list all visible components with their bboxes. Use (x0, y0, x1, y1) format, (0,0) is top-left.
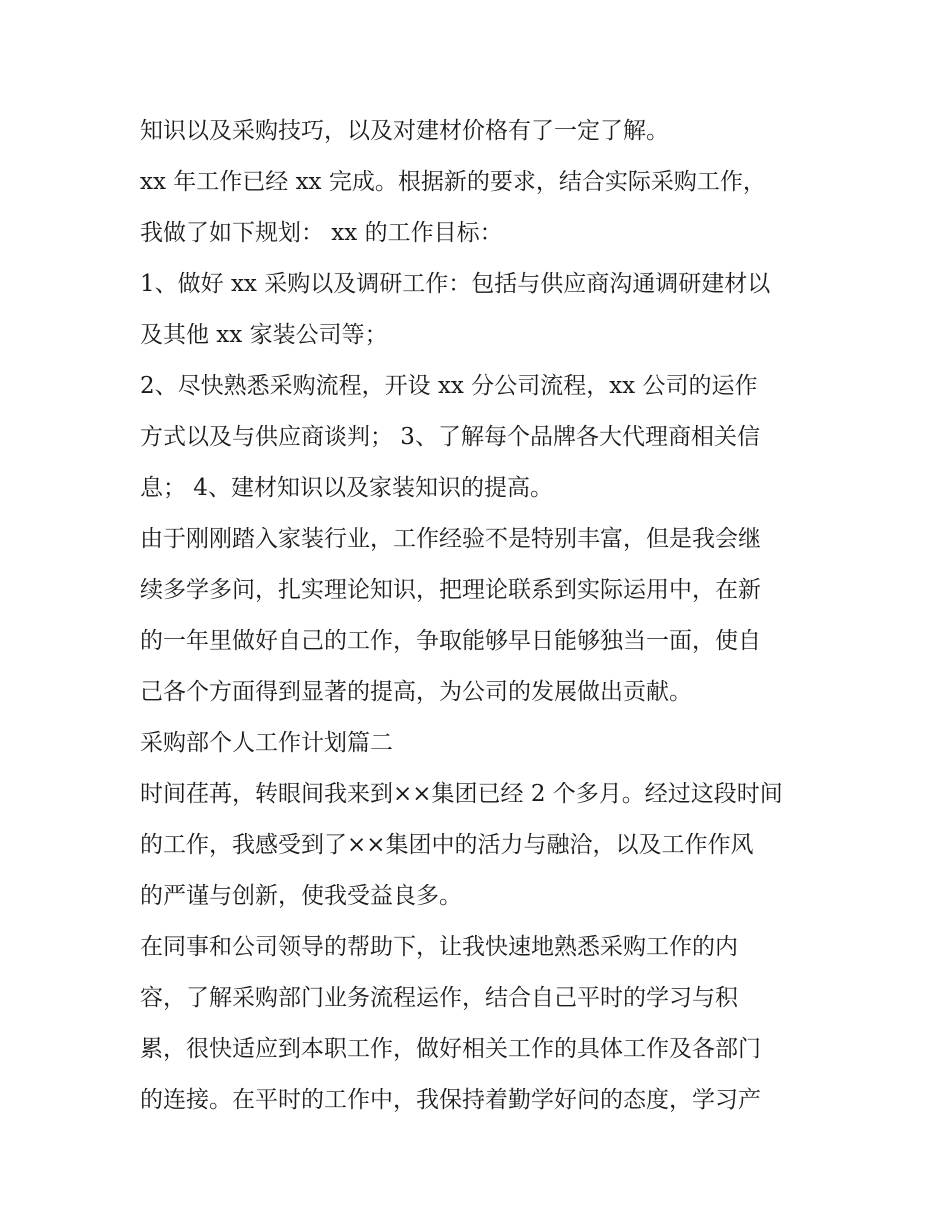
text-line: 在同事和公司领导的帮助下，让我快速地熟悉采购工作的内 (140, 934, 738, 960)
text-line: 容，了解采购部门业务流程运作，结合自己平时的学习与积 (140, 985, 738, 1011)
text-line: 时间荏苒，转眼间我来到××集团已经 2 个多月。经过这段时间 (140, 781, 783, 807)
text-line: 的工作，我感受到了××集团中的活力与融洽，以及工作作风 (140, 832, 754, 858)
text-line: 的一年里做好自己的工作，争取能够早日能够独当一面，使自 (140, 628, 761, 654)
text-line: 及其他 xx 家装公司等； (140, 322, 388, 348)
text-line: 的严谨与创新，使我受益良多。 (140, 883, 462, 909)
text-line: 己各个方面得到显著的提高，为公司的发展做出贡献。 (140, 679, 692, 705)
text-line: xx 年工作已经 xx 完成。根据新的要求，结合实际采购工作， (140, 169, 766, 195)
text-line: 我做了如下规划： xx 的工作目标： (140, 220, 503, 246)
text-line: 1、做好 xx 采购以及调研工作：包括与供应商沟通调研建材以 (140, 271, 771, 297)
text-line: 续多学多问，扎实理论知识，把理论联系到实际运用中，在新 (140, 577, 761, 603)
text-line: 由于刚刚踏入家装行业，工作经验不是特别丰富，但是我会继 (140, 526, 761, 552)
text-line: 累，很快适应到本职工作，做好相关工作的具体工作及各部门 (140, 1036, 761, 1062)
text-line: 2、尽快熟悉采购流程，开设 xx 分公司流程，xx 公司的运作 (140, 373, 758, 399)
text-line: 方式以及与供应商谈判； 3、了解每个品牌各大代理商相关信 (140, 424, 760, 450)
text-line: 息； 4、建材知识以及家装知识的提高。 (140, 475, 553, 501)
text-line: 知识以及采购技巧，以及对建材价格有了一定了解。 (140, 118, 669, 144)
section-heading: 采购部个人工作计划篇二 (140, 730, 393, 756)
document-text-body (140, 106, 820, 1126)
text-line: 的连接。在平时的工作中，我保持着勤学好问的态度，学习产 (140, 1087, 761, 1113)
